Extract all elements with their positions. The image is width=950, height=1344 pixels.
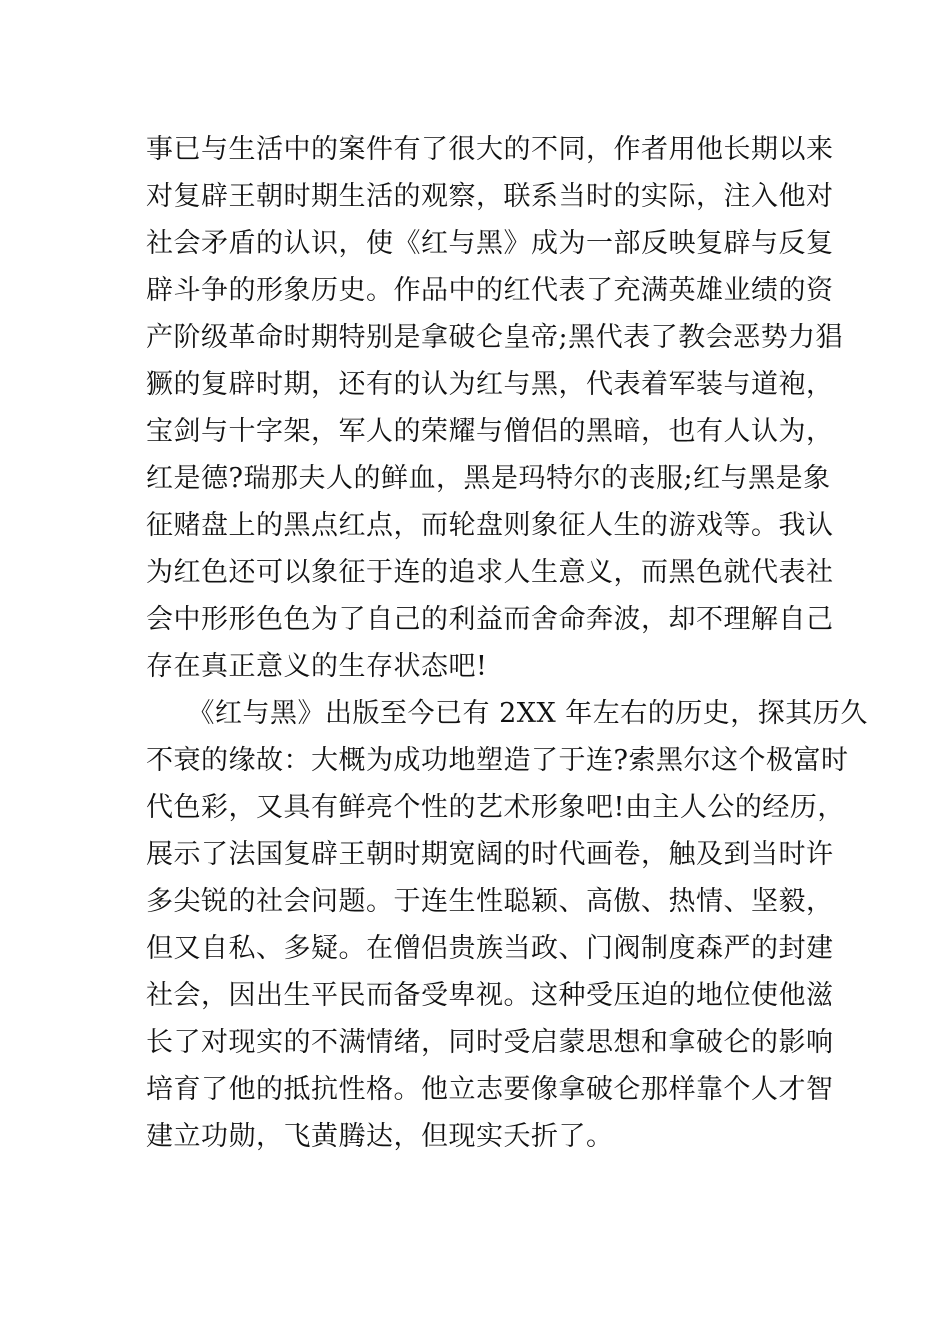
text-line: 展示了法国复辟王朝时期宽阔的时代画卷，触及到当时许 <box>146 839 834 870</box>
text-line: 对复辟王朝时期生活的观察，联系当时的实际，注入他对 <box>146 181 834 212</box>
text-line: 为红色还可以象征于连的追求人生意义，而黑色就代表社 <box>146 557 834 588</box>
text-line: 但又自私、多疑。在僧侣贵族当政、门阀制度森严的封建 <box>146 933 834 964</box>
text-line: 事已与生活中的案件有了很大的不同，作者用他长期以来 <box>146 134 834 165</box>
text-line: 辟斗争的形象历史。作品中的红代表了充满英雄业绩的资 <box>146 275 834 306</box>
paragraph-2 <box>146 690 868 1160</box>
document-body <box>146 126 868 1160</box>
text-line: 产阶级革命时期特别是拿破仑皇帝;黑代表了教会恶势力猖 <box>146 322 844 353</box>
text-line: 多尖锐的社会问题。于连生性聪颖、高傲、热情、坚毅， <box>146 886 834 917</box>
paragraph-1 <box>146 126 844 690</box>
text-line: 建立功勋，飞黄腾达，但现实夭折了。 <box>146 1121 614 1152</box>
text-line: 社会矛盾的认识，使《红与黑》成为一部反映复辟与反复 <box>146 228 834 259</box>
text-line: 存在真正意义的生存状态吧! <box>146 651 488 682</box>
text-line: 长了对现实的不满情绪，同时受启蒙思想和拿破仑的影响 <box>146 1027 834 1058</box>
text-line: 宝剑与十字架，军人的荣耀与僧侣的黑暗，也有人认为， <box>146 416 834 447</box>
text-line: 征赌盘上的黑点红点，而轮盘则象征人生的游戏等。我认 <box>146 510 834 541</box>
text-line: 不衰的缘故：大概为成功地塑造了于连?索黑尔这个极富时 <box>146 745 849 776</box>
text-line: 代色彩，又具有鲜亮个性的艺术形象吧!由主人公的经历， <box>146 792 845 823</box>
text-line: 会中形形色色为了自己的利益而舍命奔波，却不理解自己 <box>146 604 834 635</box>
text-line: 红是德?瑞那夫人的鲜血，黑是玛特尔的丧服;红与黑是象 <box>146 463 831 494</box>
text-line: 獗的复辟时期，还有的认为红与黑，代表着军装与道袍， <box>146 369 834 400</box>
text-line: 《红与黑》出版至今已有 2XX 年左右的历史，探其历久 <box>146 698 868 729</box>
text-line: 社会，因出生平民而备受卑视。这种受压迫的地位使他滋 <box>146 980 834 1011</box>
text-line: 培育了他的抵抗性格。他立志要像拿破仑那样靠个人才智 <box>146 1074 834 1105</box>
